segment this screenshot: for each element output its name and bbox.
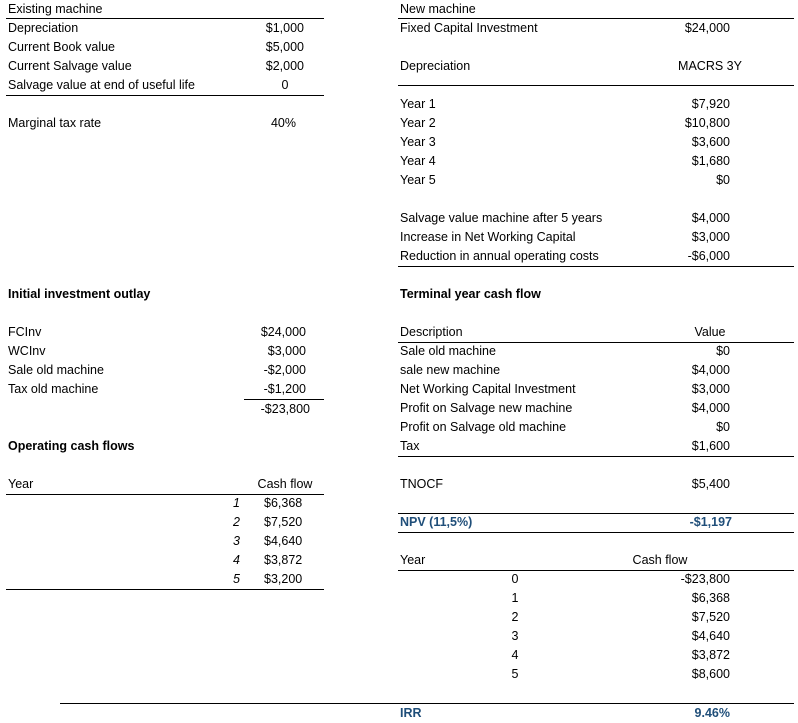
- operating-year: 2: [233, 515, 240, 529]
- tnocf-value: $5,400: [691, 477, 730, 491]
- year-label: Year 4: [400, 154, 436, 168]
- terminal-row-value: $3,000: [691, 382, 730, 396]
- divider: [6, 95, 324, 96]
- salvage-new-value: $4,000: [691, 211, 730, 225]
- cost-reduction-label: Reduction in annual operating costs: [400, 249, 599, 263]
- terminal-row-label: Tax: [400, 439, 420, 453]
- irr-cashflow: $6,368: [691, 591, 730, 605]
- irr-cashflow: $7,520: [691, 610, 730, 624]
- operating-year: 5: [233, 572, 240, 586]
- year-value: $10,800: [684, 116, 730, 130]
- fci-label: Fixed Capital Investment: [400, 21, 538, 35]
- cost-reduction-value: -$6,000: [687, 249, 730, 263]
- operating-cashflow: $4,640: [264, 534, 303, 548]
- divider: [398, 456, 794, 457]
- irr-cashflow: $8,600: [691, 667, 730, 681]
- existing-value-salvage: $2,000: [265, 59, 304, 73]
- nwc-increase-value: $3,000: [691, 230, 730, 244]
- existing-value-depreciation: $1,000: [265, 21, 304, 35]
- operating-cf-title: Operating cash flows: [8, 439, 135, 453]
- fci-value: $24,000: [684, 21, 730, 35]
- existing-label-salvage-end: Salvage value at end of useful life: [8, 78, 195, 92]
- year-label: Year 5: [400, 173, 436, 187]
- npv-value: -$1,197: [689, 515, 732, 529]
- new-depreciation-label: Depreciation: [400, 59, 471, 73]
- year-value: $7,920: [691, 97, 730, 111]
- terminal-row-value: $1,600: [691, 439, 730, 453]
- operating-year: 4: [233, 553, 240, 567]
- year-label: Year 3: [400, 135, 436, 149]
- existing-label-book-value: Current Book value: [8, 40, 116, 54]
- terminal-row-value: $0: [716, 344, 730, 358]
- terminal-row-label: sale new machine: [400, 363, 501, 377]
- operating-year: 1: [233, 496, 240, 510]
- irr-col-year: Year: [400, 553, 426, 567]
- terminal-row-value: $4,000: [691, 363, 730, 377]
- year-label: Year 1: [400, 97, 436, 111]
- divider: [398, 532, 794, 533]
- irr-cashflow: -$23,800: [680, 572, 730, 586]
- terminal-col-value: Value: [694, 325, 726, 339]
- terminal-row-label: Profit on Salvage new machine: [400, 401, 573, 415]
- irr-year: 2: [511, 610, 519, 624]
- outlay-label: Sale old machine: [8, 363, 104, 377]
- terminal-row-value: $4,000: [691, 401, 730, 415]
- outlay-value: -$1,200: [263, 382, 306, 396]
- irr-label: IRR: [400, 706, 422, 720]
- npv-label: NPV (11,5%): [400, 515, 473, 529]
- terminal-row-label: Net Working Capital Investment: [400, 382, 576, 396]
- outlay-label: FCInv: [8, 325, 42, 339]
- operating-col-cashflow: Cash flow: [257, 477, 313, 491]
- terminal-row-label: Profit on Salvage old machine: [400, 420, 567, 434]
- terminal-title: Terminal year cash flow: [400, 287, 541, 301]
- divider: [398, 85, 794, 86]
- irr-cashflow: $4,640: [691, 629, 730, 643]
- terminal-row-label: Sale old machine: [400, 344, 496, 358]
- terminal-row-value: $0: [716, 420, 730, 434]
- year-label: Year 2: [400, 116, 436, 130]
- operating-cashflow: $3,872: [264, 553, 303, 567]
- new-depreciation-value: MACRS 3Y: [678, 59, 742, 73]
- irr-year: 5: [511, 667, 519, 681]
- existing-value-salvage-end: 0: [281, 78, 289, 92]
- initial-outlay-title: Initial investment outlay: [8, 287, 151, 301]
- outlay-value: -$2,000: [263, 363, 306, 377]
- existing-value-book-value: $5,000: [265, 40, 304, 54]
- tax-rate-value: 40%: [270, 116, 296, 130]
- existing-label-salvage: Current Salvage value: [8, 59, 132, 73]
- divider: [398, 570, 794, 571]
- outlay-label: WCInv: [8, 344, 46, 358]
- outlay-value: $3,000: [267, 344, 306, 358]
- irr-year: 3: [511, 629, 519, 643]
- terminal-col-description: Description: [400, 325, 463, 339]
- operating-year: 3: [233, 534, 240, 548]
- outlay-label: Tax old machine: [8, 382, 99, 396]
- year-value: $1,680: [691, 154, 730, 168]
- divider: [398, 266, 794, 267]
- tnocf-label: TNOCF: [400, 477, 444, 491]
- existing-machine-title: Existing machine: [8, 2, 103, 16]
- irr-value: 9.46%: [694, 706, 730, 720]
- existing-label-depreciation: Depreciation: [8, 21, 79, 35]
- nwc-increase-label: Increase in Net Working Capital: [400, 230, 576, 244]
- divider: [6, 589, 324, 590]
- year-value: $0: [716, 173, 730, 187]
- outlay-value: $24,000: [260, 325, 306, 339]
- irr-year: 0: [511, 572, 519, 586]
- salvage-new-label: Salvage value machine after 5 years: [400, 211, 603, 225]
- operating-col-year: Year: [8, 477, 34, 491]
- irr-year: 1: [511, 591, 519, 605]
- irr-year: 4: [511, 648, 519, 662]
- irr-cashflow: $3,872: [691, 648, 730, 662]
- new-machine-title: New machine: [400, 2, 476, 16]
- outlay-total: -$23,800: [260, 402, 310, 416]
- operating-cashflow: $7,520: [264, 515, 303, 529]
- operating-cashflow: $6,368: [264, 496, 303, 510]
- operating-cashflow: $3,200: [264, 572, 303, 586]
- tax-rate-label: Marginal tax rate: [8, 116, 102, 130]
- year-value: $3,600: [691, 135, 730, 149]
- irr-col-cashflow: Cash flow: [632, 553, 688, 567]
